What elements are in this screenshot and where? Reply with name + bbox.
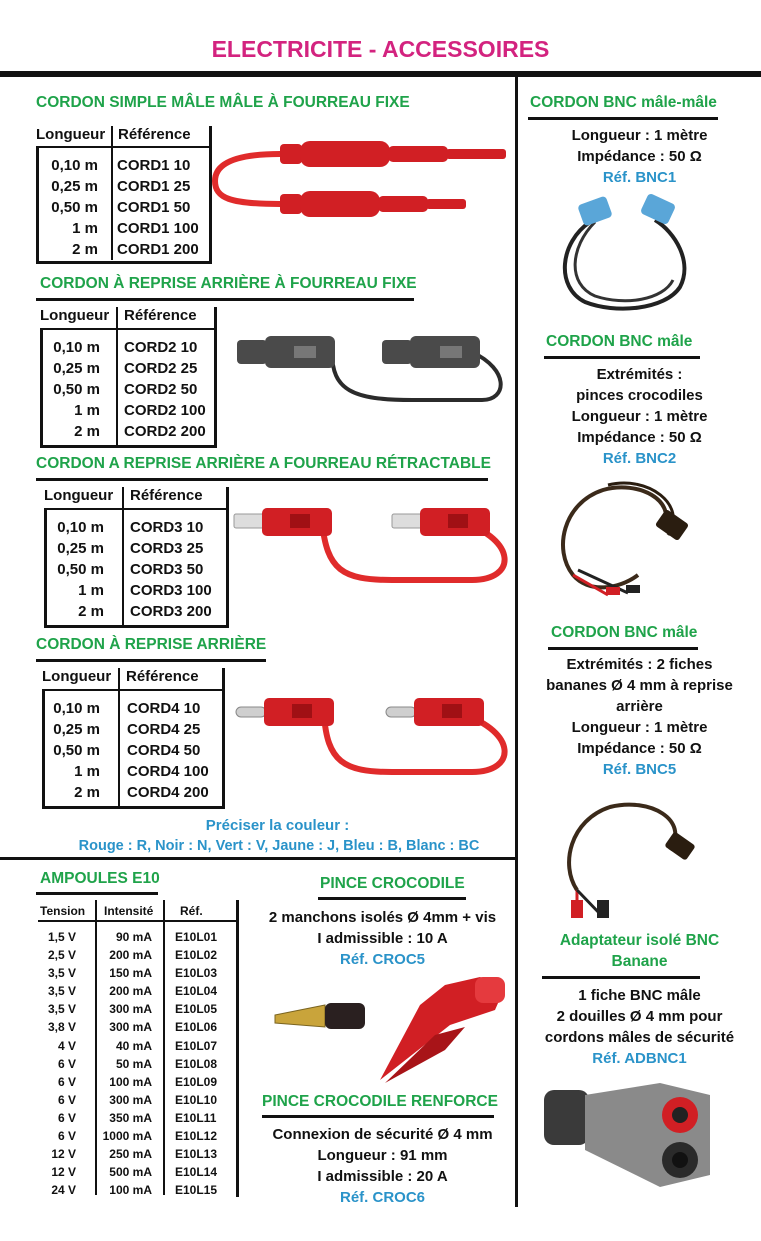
col-header-reference: Référence: [126, 668, 199, 685]
tension-column: [40, 928, 76, 1199]
pince-line1: 2 manchons isolés Ø 4mm + vis: [268, 909, 497, 926]
length-cell: 0,10 m: [51, 157, 98, 174]
table-frame: [42, 806, 225, 809]
tension-cell: 6 V: [57, 1074, 76, 1089]
length-cell: 0,25 m: [53, 360, 100, 377]
cordon2-cable-image: [232, 330, 512, 415]
reference-cell: CORD1 10: [117, 157, 191, 174]
section-rule: [36, 892, 158, 895]
pince-line2: I admissible : 10 A: [317, 930, 448, 947]
col-header-intensite: Intensité: [104, 904, 154, 918]
pince-renforce-title: PINCE CROCODILE RENFORCE: [262, 1093, 498, 1110]
length-cell: 0,10 m: [53, 700, 100, 717]
reference-cell: CORD1 50: [117, 199, 191, 216]
section-rule: [318, 897, 466, 900]
adbnc-title2: Banane: [611, 953, 668, 970]
tension-cell: 6 V: [57, 1092, 76, 1107]
length-cell: 0,50 m: [51, 199, 98, 216]
color-note-title: Préciser la couleur :: [205, 817, 350, 834]
tension-cell: 3,8 V: [47, 1020, 76, 1035]
ref-cell: E10L06: [175, 1020, 218, 1035]
intensite-cell: 250 mA: [109, 1147, 152, 1162]
cordon4-cable-image: [232, 690, 517, 790]
ref-cell: E10L08: [175, 1056, 218, 1071]
table-rule: [40, 328, 216, 330]
pince-renforce-line1: Connexion de sécurité Ø 4 mm: [272, 1126, 493, 1143]
intensite-cell: 150 mA: [109, 966, 152, 981]
reference-cell: CORD3 200: [130, 603, 212, 620]
table-rule: [38, 920, 238, 922]
col-header-tension: Tension: [40, 904, 86, 918]
bnc5-line5: Impédance : 50 Ω: [577, 740, 702, 757]
bnc5-spec: [518, 654, 761, 780]
reference-cell: CORD3 100: [130, 582, 212, 599]
intensite-cell: 40 mA: [115, 1038, 152, 1053]
section-divider: [0, 857, 517, 860]
table-separator: [163, 900, 165, 1195]
pince-title: PINCE CROCODILE: [320, 875, 465, 892]
col-header-longueur: Longueur: [40, 307, 110, 324]
section-rule: [262, 1115, 494, 1118]
tension-cell: 12 V: [51, 1147, 76, 1162]
ref-cell: E10L05: [175, 1002, 218, 1017]
ref-cell: E10L10: [175, 1092, 218, 1107]
pince-ref: Réf. CROC5: [339, 951, 425, 968]
bnc1-title: CORDON BNC mâle-mâle: [530, 94, 717, 111]
reference-cell: CORD2 100: [124, 402, 206, 419]
bnc5-ref: Réf. BNC5: [602, 761, 677, 778]
bnc5-line3: arrière: [616, 698, 663, 715]
table-frame: [42, 689, 45, 809]
bnc5-line4: Longueur : 1 mètre: [571, 719, 708, 736]
bnc2-cable-image: [548, 475, 698, 605]
col-header-longueur: Longueur: [44, 487, 114, 504]
length-cell: 1 m: [74, 402, 100, 419]
intensite-cell: 50 mA: [115, 1056, 152, 1071]
intensite-cell: 200 mA: [109, 948, 152, 963]
length-cell: 1 m: [74, 763, 100, 780]
bnc2-spec: [518, 364, 761, 469]
ref-cell: E10L14: [175, 1165, 218, 1180]
color-note-codes: Rouge : R, Noir : N, Vert : V, Jaune : J, Bleu : B, Blanc : BC: [78, 838, 480, 854]
reference-cell: CORD2 50: [124, 381, 198, 398]
tension-cell: 3,5 V: [47, 984, 76, 999]
bnc2-line1: Extrémités :: [596, 366, 683, 383]
reference-cell: CORD4 25: [127, 721, 201, 738]
pince-renforce-line3: I admissible : 20 A: [317, 1168, 448, 1185]
bnc5-title: CORDON BNC mâle: [551, 624, 698, 641]
ref-column: [175, 928, 217, 1199]
bnc5-line2: bananes Ø 4 mm à reprise: [546, 677, 733, 694]
bnc1-ref: Réf. BNC1: [602, 169, 677, 186]
table-frame: [236, 900, 239, 1197]
section-rule: [528, 117, 718, 120]
tension-cell: 6 V: [57, 1056, 76, 1071]
ref-cell: E10L15: [175, 1183, 218, 1198]
ref-cell: E10L01: [175, 930, 218, 944]
table-frame: [40, 328, 43, 448]
ref-cell: E10L02: [175, 948, 218, 963]
reference-cell: CORD2 10: [124, 339, 198, 356]
adbnc-line2: 2 douilles Ø 4 mm pour: [556, 1008, 723, 1025]
tension-cell: 2,5 V: [47, 948, 76, 963]
table-frame: [214, 307, 217, 448]
length-cell: 0,25 m: [57, 540, 104, 557]
length-cell: 0,50 m: [53, 381, 100, 398]
page-title: ELECTRICITE - ACCESSOIRES: [211, 36, 550, 62]
pince-spec: [250, 907, 515, 970]
reference-cell: CORD4 50: [127, 742, 201, 759]
ampoules-title: AMPOULES E10: [40, 870, 160, 887]
tension-cell: 24 V: [51, 1183, 76, 1198]
table-rule: [42, 689, 224, 691]
intensite-column: [98, 928, 152, 1199]
col-header-reference: Référence: [130, 487, 203, 504]
intensite-cell: 300 mA: [109, 1092, 152, 1107]
cordon1-title: CORDON SIMPLE MÂLE MÂLE À FOURREAU FIXE: [36, 94, 410, 111]
ref-cell: E10L11: [175, 1110, 217, 1125]
tension-cell: 1,5 V: [47, 930, 76, 944]
bnc1-spec: [518, 125, 761, 188]
intensite-cell: 300 mA: [109, 1002, 152, 1017]
intensite-cell: 300 mA: [109, 1020, 152, 1035]
cordon3-cable-image: [232, 500, 517, 600]
adbnc-adapter-image: [540, 1075, 720, 1195]
length-cell: 0,25 m: [51, 178, 98, 195]
reference-cell: CORD4 10: [127, 700, 201, 717]
ref-cell: E10L07: [175, 1038, 218, 1053]
bnc2-line2: pinces crocodiles: [576, 387, 703, 404]
ref-cell: E10L03: [175, 966, 218, 981]
intensite-cell: 500 mA: [109, 1165, 152, 1180]
cordon3-title: CORDON A REPRISE ARRIÈRE A FOURREAU RÉTRACTABLE: [36, 455, 491, 472]
tension-cell: 4 V: [57, 1038, 76, 1053]
reference-cell: CORD1 200: [117, 241, 199, 258]
table-frame: [36, 261, 212, 264]
section-rule: [36, 298, 414, 301]
intensite-cell: 350 mA: [109, 1110, 152, 1125]
length-cell: 2 m: [72, 241, 98, 258]
reference-cell: CORD1 25: [117, 178, 191, 195]
pince-renforce-spec: [250, 1124, 515, 1208]
cordon1-cable-image: [210, 136, 510, 221]
col-header-longueur: Longueur: [36, 126, 106, 143]
table-rule: [36, 146, 212, 148]
adbnc-spec: [518, 985, 761, 1069]
cordon2-title: CORDON À REPRISE ARRIÈRE À FOURREAU FIXE: [40, 275, 417, 292]
bnc2-line3: Longueur : 1 mètre: [571, 408, 708, 425]
length-cell: 0,25 m: [53, 721, 100, 738]
header-rule: [0, 71, 761, 77]
section-rule: [548, 647, 698, 650]
cordon4-title: CORDON À REPRISE ARRIÈRE: [36, 636, 267, 653]
intensite-cell: 100 mA: [109, 1183, 152, 1198]
col-header-reference: Référence: [124, 307, 197, 324]
tension-cell: 6 V: [57, 1110, 76, 1125]
crocodile-clip-image: [270, 965, 510, 1090]
ref-cell: E10L04: [175, 984, 218, 999]
table-frame: [226, 487, 229, 628]
intensite-cell: 100 mA: [109, 1074, 152, 1089]
reference-cell: CORD3 50: [130, 561, 204, 578]
adbnc-line3: cordons mâles de sécurité: [544, 1029, 735, 1046]
bnc5-cable-image: [555, 795, 705, 925]
ref-cell: E10L13: [175, 1147, 218, 1162]
col-header-ref: Réf.: [180, 904, 203, 918]
bnc1-line1: Longueur : 1 mètre: [571, 127, 708, 144]
intensite-cell: 1000 mA: [102, 1129, 152, 1144]
bnc2-line4: Impédance : 50 Ω: [577, 429, 702, 446]
pince-renforce-ref: Réf. CROC6: [339, 1189, 425, 1206]
pince-renforce-line2: Longueur : 91 mm: [317, 1147, 448, 1164]
col-header-longueur: Longueur: [42, 668, 112, 685]
bnc2-ref: Réf. BNC2: [602, 450, 677, 467]
table-separator: [95, 900, 97, 1195]
reference-cell: CORD4 100: [127, 763, 209, 780]
ref-cell: E10L09: [175, 1074, 218, 1089]
intensite-cell: 90 mA: [115, 930, 152, 944]
table-frame: [36, 146, 39, 264]
length-cell: 0,50 m: [57, 561, 104, 578]
length-cell: 0,50 m: [53, 742, 100, 759]
adbnc-ref: Réf. ADBNC1: [592, 1050, 687, 1067]
table-frame: [222, 668, 225, 809]
tension-cell: 12 V: [51, 1165, 76, 1180]
bnc1-line2: Impédance : 50 Ω: [577, 148, 702, 165]
col-header-reference: Référence: [118, 126, 191, 143]
tension-cell: 3,5 V: [47, 1002, 76, 1017]
length-cell: 2 m: [74, 784, 100, 801]
tension-cell: 6 V: [57, 1129, 76, 1144]
adbnc-line1: 1 fiche BNC mâle: [578, 987, 701, 1004]
table-frame: [44, 625, 229, 628]
length-cell: 0,10 m: [53, 339, 100, 356]
reference-cell: CORD1 100: [117, 220, 199, 237]
bnc1-cable-image: [555, 192, 695, 314]
section-rule: [544, 356, 700, 359]
table-rule: [44, 508, 228, 510]
section-rule: [36, 478, 488, 481]
reference-cell: CORD3 25: [130, 540, 204, 557]
table-frame: [44, 508, 47, 628]
reference-cell: CORD3 10: [130, 519, 204, 536]
length-cell: 2 m: [78, 603, 104, 620]
table-frame: [40, 445, 217, 448]
reference-cell: CORD4 200: [127, 784, 209, 801]
ref-cell: E10L12: [175, 1129, 218, 1144]
bnc2-title: CORDON BNC mâle: [546, 333, 693, 350]
length-cell: 0,10 m: [57, 519, 104, 536]
reference-cell: CORD2 200: [124, 423, 206, 440]
length-cell: 1 m: [78, 582, 104, 599]
section-rule: [542, 976, 700, 979]
reference-cell: CORD2 25: [124, 360, 198, 377]
section-rule: [36, 659, 266, 662]
length-cell: 2 m: [74, 423, 100, 440]
adbnc-title1: Adaptateur isolé BNC: [559, 932, 720, 949]
length-cell: 1 m: [72, 220, 98, 237]
tension-cell: 3,5 V: [47, 966, 76, 981]
intensite-cell: 200 mA: [109, 984, 152, 999]
bnc5-line1: Extrémités : 2 fiches: [566, 656, 713, 673]
